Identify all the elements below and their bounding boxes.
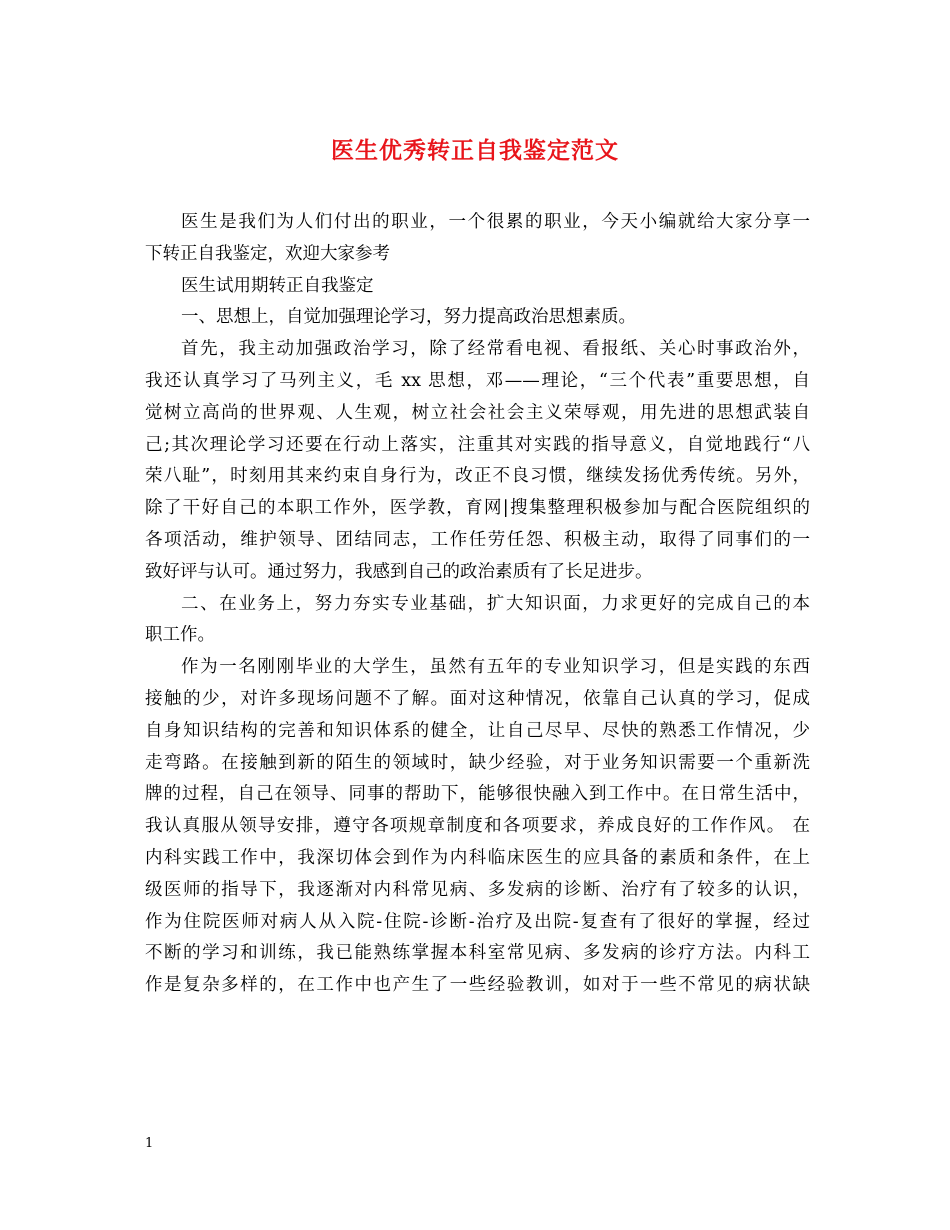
- body-line: 自身知识结构的完善和知识体系的健全，让自己尽早、尽快的熟悉工作情况，少: [145, 720, 810, 741]
- body-line: 医生是我们为人们付出的职业，一个很累的职业，今天小编就给大家分享一: [181, 212, 810, 232]
- document-body: [145, 207, 810, 1002]
- body-line: 己;其次理论学习还要在行动上落实，注重其对实践的指导意义，自觉地践行“八: [145, 434, 810, 455]
- body-line: 走弯路。在接触到新的陌生的领域时，缺少经验，对于业务知识需要一个重新洗: [145, 752, 810, 773]
- body-line: 医生试用期转正自我鉴定: [181, 275, 374, 296]
- body-line: 内科实践工作中，我深切体会到作为内科临床医生的应具备的素质和条件，在上: [145, 847, 810, 868]
- body-line: 职工作。: [145, 625, 215, 646]
- body-line: 我还认真学习了马列主义，毛 xx 思想，邓——理论，“三个代表”重要思想，自: [145, 370, 810, 391]
- body-line: 首先，我主动加强政治学习，除了经常看电视、看报纸、关心时事政治外，: [181, 339, 810, 360]
- body-line: 二、在业务上，努力夯实专业基础，扩大知识面，力求更好的完成自己的本: [181, 593, 810, 614]
- body-line: 各项活动，维护领导、团结同志，工作任劳任怨、积极主动，取得了同事们的一: [145, 529, 810, 550]
- body-line: 接触的少，对许多现场问题不了解。面对这种情况，依靠自己认真的学习，促成: [145, 688, 810, 709]
- body-line: 级医师的指导下，我逐渐对内科常见病、多发病的诊断、治疗有了较多的认识，: [145, 879, 810, 900]
- body-line: 我认真服从领导安排，遵守各项规章制度和各项要求，养成良好的工作作风。 在: [145, 816, 810, 837]
- body-line: 下转正自我鉴定，欢迎大家参考: [145, 243, 390, 264]
- body-line: 作为一名刚刚毕业的大学生，虽然有五年的专业知识学习，但是实践的东西: [181, 657, 810, 678]
- body-line: 一、思想上，自觉加强理论学习，努力提高政治思想素质。: [181, 307, 636, 328]
- body-line: 除了干好自己的本职工作外，医学教，育网|搜集整理积极参加与配合医院组织的: [145, 498, 810, 519]
- document-title: 医生优秀转正自我鉴定范文: [331, 137, 619, 164]
- page-number: 1: [145, 1136, 154, 1151]
- body-line: 作是复杂多样的，在工作中也产生了一些经验教训，如对于一些不常见的病状缺: [145, 975, 810, 996]
- body-line: 牌的过程，自己在领导、同事的帮助下，能够很快融入到工作中。在日常生活中，: [145, 784, 810, 805]
- body-line: 荣八耻”，时刻用其来约束自身行为，改正不良习惯，继续发扬优秀传统。另外，: [145, 466, 810, 487]
- body-line: 不断的学习和训练，我已能熟练掌握本科室常见病、多发病的诊疗方法。内科工: [145, 943, 810, 964]
- body-line: 作为住院医师对病人从入院-住院-诊断-治疗及出院-复查有了很好的掌握，经过: [145, 911, 810, 932]
- body-line: 致好评与认可。通过努力，我感到自己的政治素质有了长足进步。: [145, 561, 653, 582]
- body-line: 觉树立高尚的世界观、人生观，树立社会社会主义荣辱观，用先进的思想武装自: [145, 402, 810, 423]
